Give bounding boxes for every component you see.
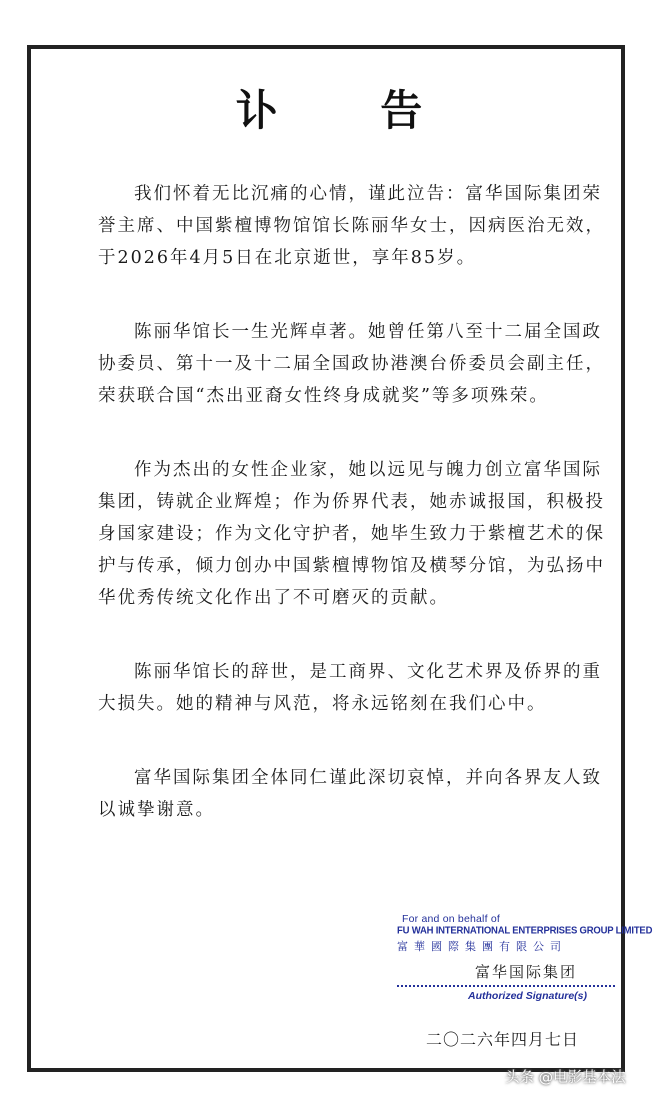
document-date: 二〇二六年四月七日 — [426, 1030, 580, 1049]
signature-company-name: 富华国际集团 — [475, 963, 578, 981]
obituary-body — [98, 178, 613, 868]
paragraph-2: 陈丽华馆长一生光辉卓著。她曾任第八至十二届全国政协委员、第十一及十二届全国政协港澳台侨委员会副主任，荣获联合国“杰出亚裔女性终身成就奖”等多项殊荣。 — [98, 322, 605, 406]
stamp-line-company-en: FU WAH INTERNATIONAL ENTERPRISES GROUP LIMITED — [397, 924, 653, 937]
authorized-signature-label: Authorized Signature(s) — [468, 990, 588, 1002]
signature-dotted-line — [397, 985, 615, 987]
paragraph-3: 作为杰出的女性企业家，她以远见与魄力创立富华国际集团，铸就企业辉煌；作为侨界代表，她赤诚报国，积极投身国家建设；作为文化守护者，她毕生致力于紫檀艺术的保护与传承，倾力创办中国紫檀博物馆及横琴分馆，为弘扬中华优秀传统文化作出了不可磨灭的贡献。 — [98, 460, 605, 608]
company-stamp — [395, 913, 653, 1003]
document-title: 讣 告 — [235, 86, 467, 135]
stamp-line-company-zh: 富華國際集團有限公司 — [397, 940, 567, 953]
paragraph-1: 我们怀着无比沉痛的心情，谨此泣告：富华国际集团荣誉主席、中国紫檀博物馆馆长陈丽华女士，因病医治无效，于2026年4月5日在北京逝世，享年85岁。 — [98, 184, 605, 268]
watermark: 头条 @电影基本法 — [505, 1070, 626, 1086]
paragraph-4: 陈丽华馆长的辞世，是工商界、文化艺术界及侨界的重大损失。她的精神与风范，将永远铭刻在我们心中。 — [98, 662, 602, 714]
paragraph-5: 富华国际集团全体同仁谨此深切哀悼，并向各界友人致以诚挚谢意。 — [98, 768, 602, 820]
stamp-line-behalf: For and on behalf of — [402, 913, 500, 925]
